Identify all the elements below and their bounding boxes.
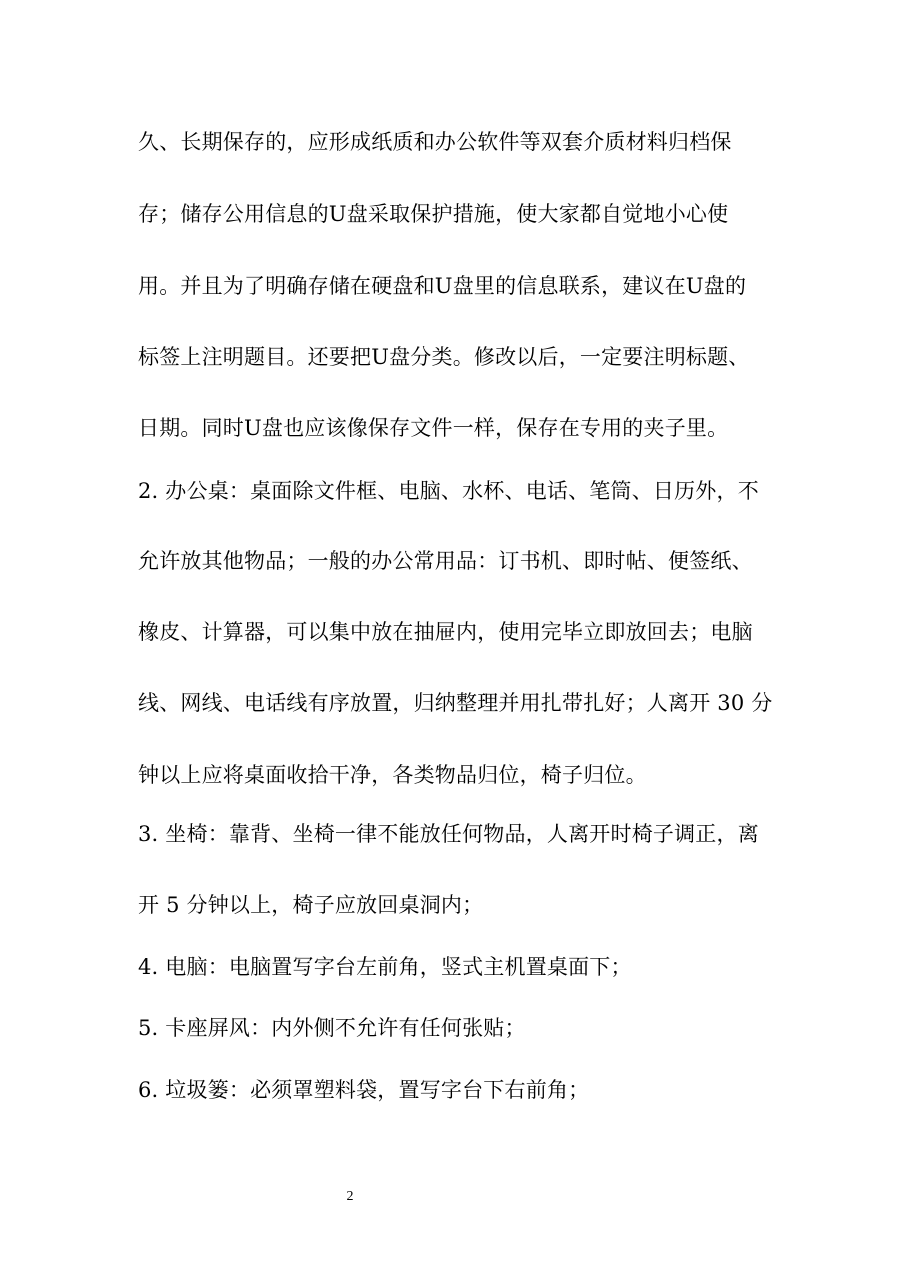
text-line: 日期。同时U盘也应该像保存文件一样，保存在专用的夹子里。 <box>138 416 729 440</box>
text-line: 线、网线、电话线有序放置，归纳整理并用扎带扎好；人离开 30 分 <box>138 691 773 715</box>
text-line: 用。并且为了明确存储在硬盘和U盘里的信息联系，建议在U盘的 <box>138 274 747 298</box>
text-line: 开 5 分钟以上，椅子应放回桌洞内； <box>138 893 484 917</box>
text-line: 久、长期保存的，应形成纸质和办公软件等双套介质材料归档保 <box>138 130 732 154</box>
list-item: 6. 垃圾篓：必须罩塑料袋，置写字台下右前角； <box>138 1078 590 1102</box>
text-line: 钟以上应将桌面收拾干净，各类物品归位，椅子归位。 <box>138 763 647 787</box>
list-item: 3. 坐椅：靠背、坐椅一律不能放任何物品，人离开时椅子调正，离 <box>138 822 759 846</box>
page-number: 2 <box>346 1189 354 1204</box>
list-item: 4. 电脑：电脑置写字台左前角，竖式主机置桌面下； <box>138 955 632 979</box>
list-item: 5. 卡座屏风：内外侧不允许有任何张贴； <box>138 1016 526 1040</box>
text-line: 橡皮、计算器，可以集中放在抽屉内，使用完毕立即放回去；电脑 <box>138 620 753 644</box>
text-line: 存；储存公用信息的U盘采取保护措施，使大家都自觉地小心使 <box>138 202 729 226</box>
text-line: 标签上注明题目。还要把U盘分类。修改以后，一定要注明标题、 <box>138 345 750 369</box>
list-item: 2. 办公桌：桌面除文件框、电脑、水杯、电话、笔筒、日历外，不 <box>138 479 759 503</box>
text-line: 允许放其他物品；一般的办公常用品：订书机、即时帖、便签纸、 <box>138 549 753 573</box>
